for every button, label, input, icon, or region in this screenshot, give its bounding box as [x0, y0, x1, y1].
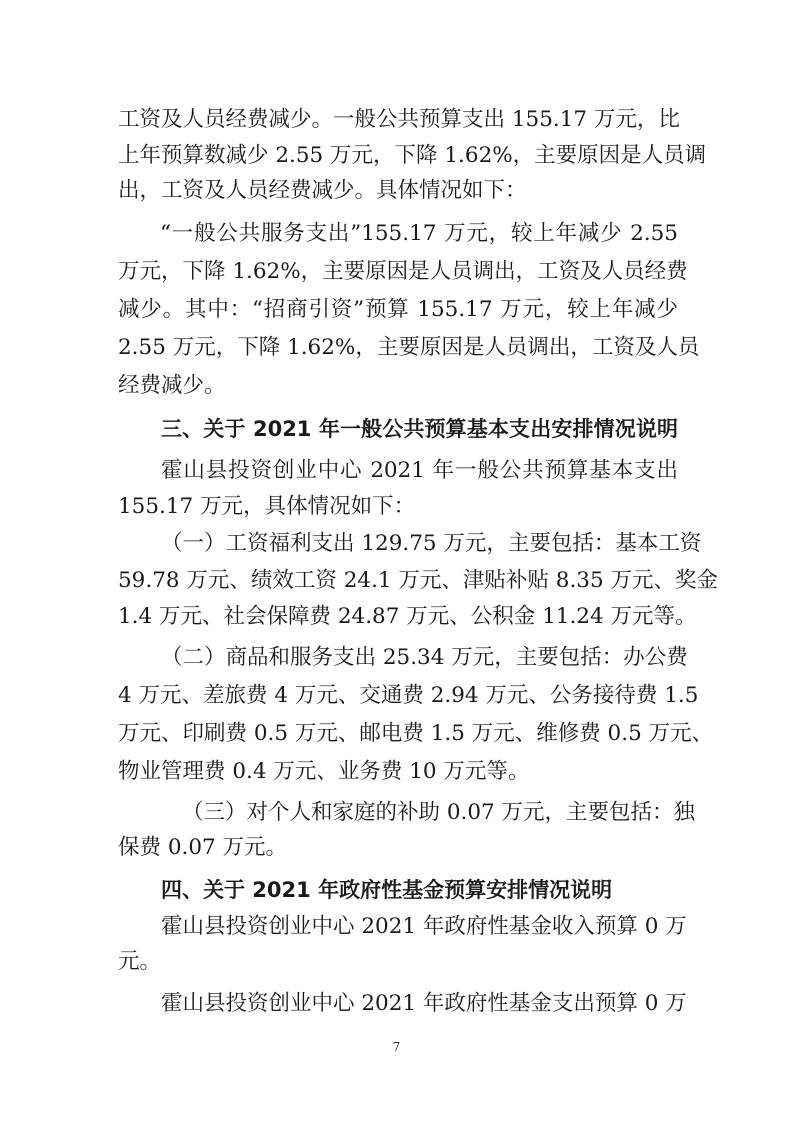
- body-text-line: 霍山县投资创业中心 2021 年一般公共预算基本支出: [161, 458, 678, 483]
- body-text-line: 元。: [118, 949, 162, 974]
- section-heading: 四、关于 2021 年政府性基金预算安排情况说明: [161, 878, 613, 902]
- body-text-line: 155.17 万元，具体情况如下：: [118, 494, 416, 519]
- body-text-line: （一）工资福利支出 129.75 万元，主要包括：基本工资: [161, 531, 702, 556]
- body-text-line: 1.4 万元、社会保障费 24.87 万元、公积金 11.24 万元等。: [118, 604, 697, 629]
- body-text-line: 出，工资及人员经费减少。具体情况如下：: [118, 178, 527, 203]
- section-heading: 三、关于 2021 年一般公共预算基本支出安排情况说明: [161, 417, 678, 441]
- body-text-line: 霍山县投资创业中心 2021 年政府性基金收入预算 0 万: [161, 914, 687, 939]
- body-text-line: 经费减少。: [118, 373, 226, 398]
- body-text-line: 上年预算数减少 2.55 万元，下降 1.62%，主要原因是人员调: [118, 143, 707, 168]
- body-text-line: 减少。其中：“招商引资”预算 155.17 万元，较上年减少: [118, 297, 678, 322]
- body-text-line: 霍山县投资创业中心 2021 年政府性基金支出预算 0 万: [161, 991, 687, 1016]
- body-text-line: 59.78 万元、绩效工资 24.1 万元、津贴补贴 8.35 万元、奖金: [118, 568, 718, 593]
- body-text-line: 4 万元、差旅费 4 万元、交通费 2.94 万元、公务接待费 1.5: [118, 683, 699, 708]
- body-text-line: “一般公共服务支出”155.17 万元，较上年减少 2.55: [160, 221, 678, 246]
- body-text-line: 物业管理费 0.4 万元、业务费 10 万元等。: [118, 759, 530, 784]
- body-text-line: 保费 0.07 万元。: [118, 835, 288, 860]
- body-text-line: 工资及人员经费减少。一般公共预算支出 155.17 万元，比: [118, 107, 680, 132]
- body-text-line: 2.55 万元，下降 1.62%，主要原因是人员调出，工资及人员: [118, 335, 700, 360]
- body-text-line: （二）商品和服务支出 25.34 万元，主要包括：办公费: [161, 645, 688, 670]
- page-number: 7: [392, 1040, 401, 1054]
- body-text-line: 万元，下降 1.62%，主要原因是人员调出，工资及人员经费: [118, 259, 688, 284]
- body-text-line: 万元、印刷费 0.5 万元、邮电费 1.5 万元、维修费 0.5 万元、: [118, 721, 714, 746]
- body-text-line: （三）对个人和家庭的补助 0.07 万元，主要包括：独: [182, 800, 696, 825]
